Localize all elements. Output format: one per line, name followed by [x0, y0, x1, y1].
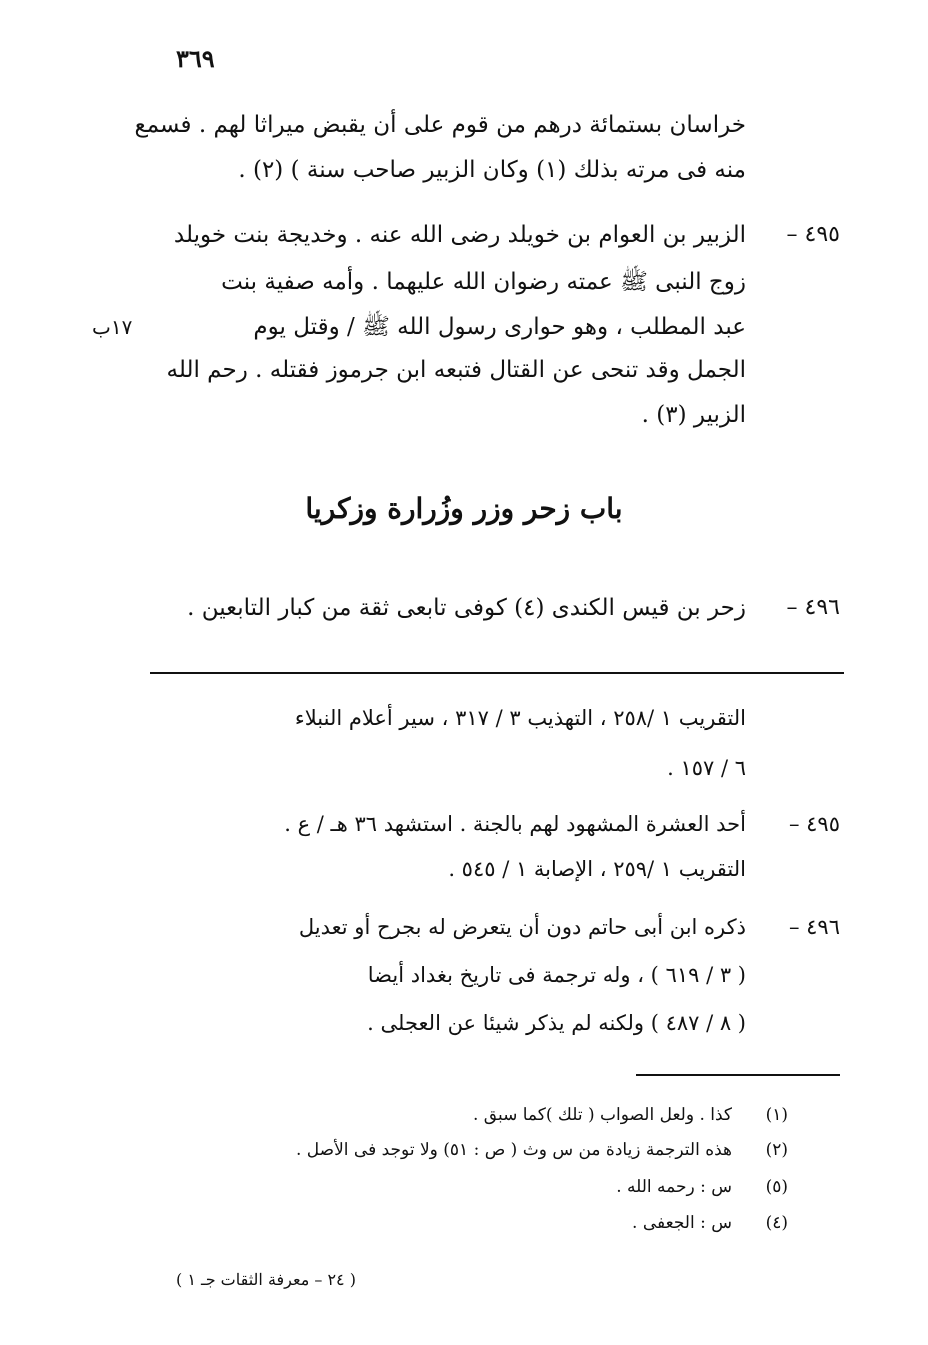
note-number-496: ٤٩٦ –: [788, 915, 840, 939]
footnote-number: (٥): [765, 1177, 788, 1197]
footnote-number: (١): [765, 1105, 788, 1125]
note-line: ( ٣ / ٦١٩ ) ، وله ترجمة فى تاريخ بغداد أيضا: [367, 963, 746, 987]
notes-divider: [150, 672, 844, 674]
text-line: الجمل وقد تنحى عن القتال فتبعه ابن جرموز فقتله . رحم الله: [166, 357, 746, 383]
entry-number-495: ٤٩٥ –: [786, 222, 840, 247]
text-line: زوج النبى ﷺ عمته رضوان الله عليهما . وأمه صفية بنت: [221, 269, 746, 295]
text-line: زحر بن قيس الكندى (٤) كوفى تابعى ثقة من كبار التابعين .: [187, 595, 746, 621]
page-number: ٣٦٩: [176, 44, 215, 73]
text-line: عبد المطلب ، وهو حوارى رسول الله ﷺ / وقتل يوم: [253, 314, 746, 340]
text-line: الزبير (٣) .: [641, 402, 746, 428]
text-line: منه فى مرته بذلك (١) وكان الزبير صاحب سنة ) (٢) .: [238, 157, 746, 183]
manuscript-folio-marker: ١٧ب: [92, 315, 133, 339]
section-heading: باب زحر وزر وزُرارة وزكريا: [305, 492, 623, 525]
footnote-number: (٤): [765, 1213, 788, 1233]
footnote-number: (٢): [765, 1140, 788, 1160]
note-line: التقريب ١ /٢٥٨ ، التهذيب ٣ / ٣١٧ ، سير أعلام النبلاء: [294, 706, 746, 730]
note-line: ذكره ابن أبى حاتم دون أن يتعرض له بجرح أو تعديل: [298, 915, 746, 939]
page-footer-signature: ( ٢٤ – معرفة الثقات جـ ١ ): [176, 1270, 356, 1289]
note-line: ٦ / ١٥٧ .: [667, 756, 746, 780]
entry-number-496: ٤٩٦ –: [786, 595, 840, 620]
footnote-text: هذه الترجمة زيادة من س وث ( ص : ٥١) ولا توجد فى الأصل .: [295, 1140, 732, 1160]
note-line: ( ٨ / ٤٨٧ ) ولكنه لم يذكر شيئا عن العجلى .: [367, 1011, 746, 1035]
note-line: التقريب ١ /٢٥٩ ، الإصابة ١ / ٥٤٥ .: [448, 857, 746, 881]
footnote-text: س : الجعفى .: [632, 1213, 732, 1233]
text-line: الزبير بن العوام بن خويلد رضى الله عنه . وخديجة بنت خويلد: [173, 222, 746, 248]
footnotes-divider: [636, 1074, 840, 1076]
footnote-text: س : رحمه الله .: [616, 1177, 732, 1197]
note-number-495: ٤٩٥ –: [788, 812, 840, 836]
footnote-text: كذا . ولعل الصواب ( تلك )كما سبق .: [472, 1105, 732, 1125]
note-line: أحد العشرة المشهود لهم بالجنة . استشهد ٣٦ هـ / ع .: [284, 812, 746, 836]
text-line: خراسان بستمائة درهم من قوم على أن يقبض ميراثا لهم . فسمع: [134, 112, 746, 138]
